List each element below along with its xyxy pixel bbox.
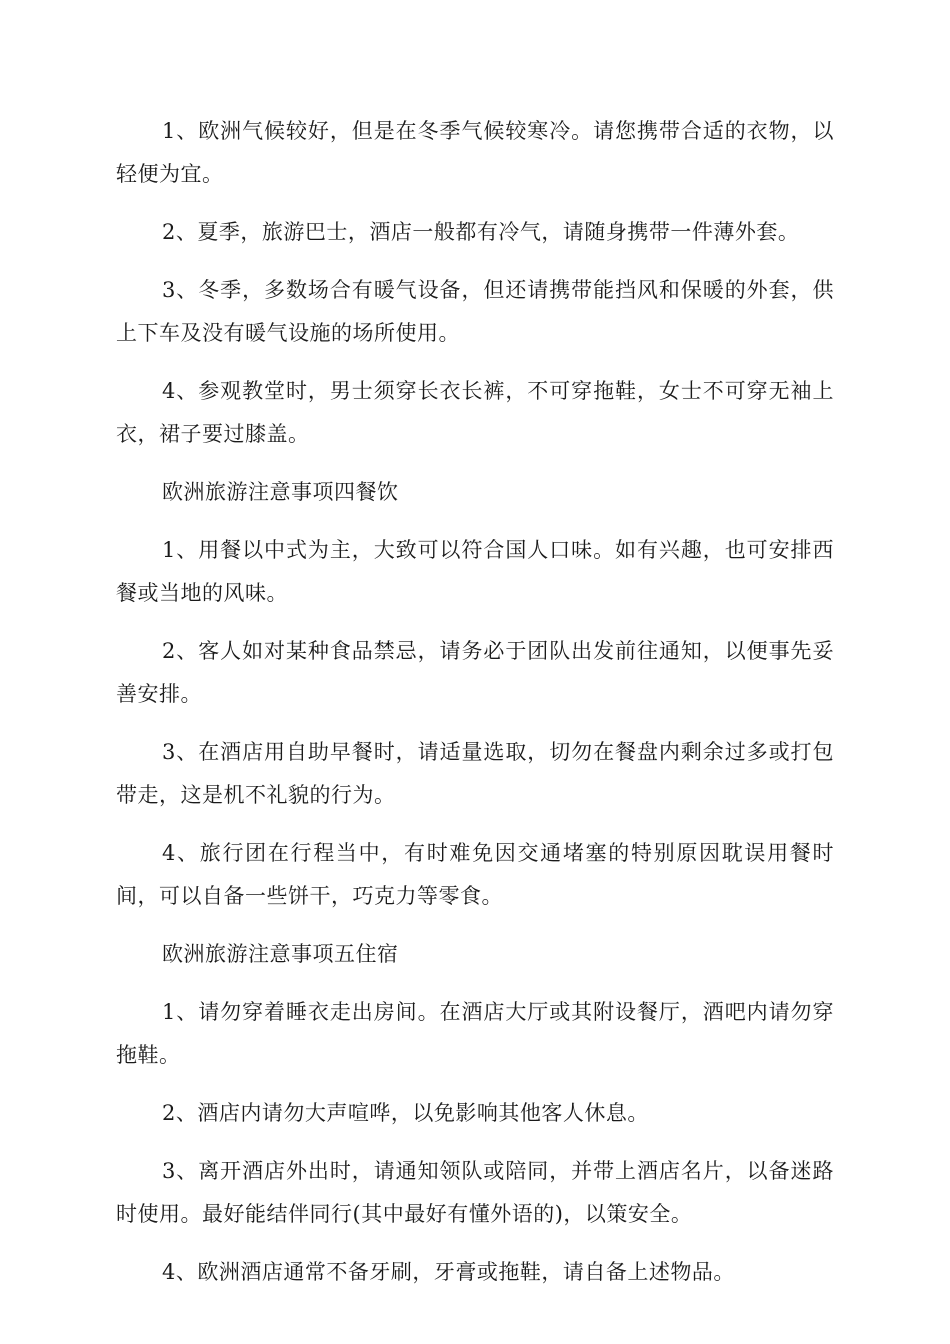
paragraph-dining-2: 2、客人如对某种食品禁忌，请务必于团队出发前往通知，以便事先妥善安排。 — [116, 639, 834, 706]
paragraph-lodging-2: 2、酒店内请勿大声喧哗，以免影响其他客人休息。 — [162, 1101, 649, 1125]
section-heading-lodging: 欧洲旅游注意事项五住宿 — [162, 942, 399, 966]
paragraph-dining-3: 3、在酒店用自助早餐时，请适量选取，切勿在餐盘内剩余过多或打包带走，这是机不礼貌的行为。 — [116, 740, 834, 807]
paragraph-clothing-4: 4、参观教堂时，男士须穿长衣长裤，不可穿拖鞋，女士不可穿无袖上衣，裙子要过膝盖。 — [116, 379, 834, 446]
paragraph-clothing-1: 1、欧洲气候较好，但是在冬季气候较寒冷。请您携带合适的衣物，以轻便为宜。 — [116, 119, 834, 186]
paragraph-dining-4: 4、旅行团在行程当中，有时难免因交通堵塞的特别原因耽误用餐时间，可以自备一些饼干，巧克力等零食。 — [116, 841, 834, 908]
paragraph-dining-1: 1、用餐以中式为主，大致可以符合国人口味。如有兴趣，也可安排西餐或当地的风味。 — [116, 538, 834, 605]
paragraph-clothing-3: 3、冬季，多数场合有暖气设备，但还请携带能挡风和保暖的外套，供上下车及没有暖气设施的场所使用。 — [116, 278, 834, 345]
paragraph-lodging-4: 4、欧洲酒店通常不备牙刷，牙膏或拖鞋，请自备上述物品。 — [162, 1260, 735, 1284]
document-body — [116, 110, 834, 1309]
section-heading-dining: 欧洲旅游注意事项四餐饮 — [162, 480, 399, 504]
paragraph-clothing-2: 2、夏季，旅游巴士，酒店一般都有冷气，请随身携带一件薄外套。 — [162, 220, 800, 244]
paragraph-lodging-3: 3、离开酒店外出时，请通知领队或陪同，并带上酒店名片，以备迷路时使用。最好能结伴同行(其中最好有懂外语的)，以策安全。 — [116, 1159, 834, 1226]
paragraph-lodging-1: 1、请勿穿着睡衣走出房间。在酒店大厅或其附设餐厅，酒吧内请勿穿拖鞋。 — [116, 1000, 834, 1067]
